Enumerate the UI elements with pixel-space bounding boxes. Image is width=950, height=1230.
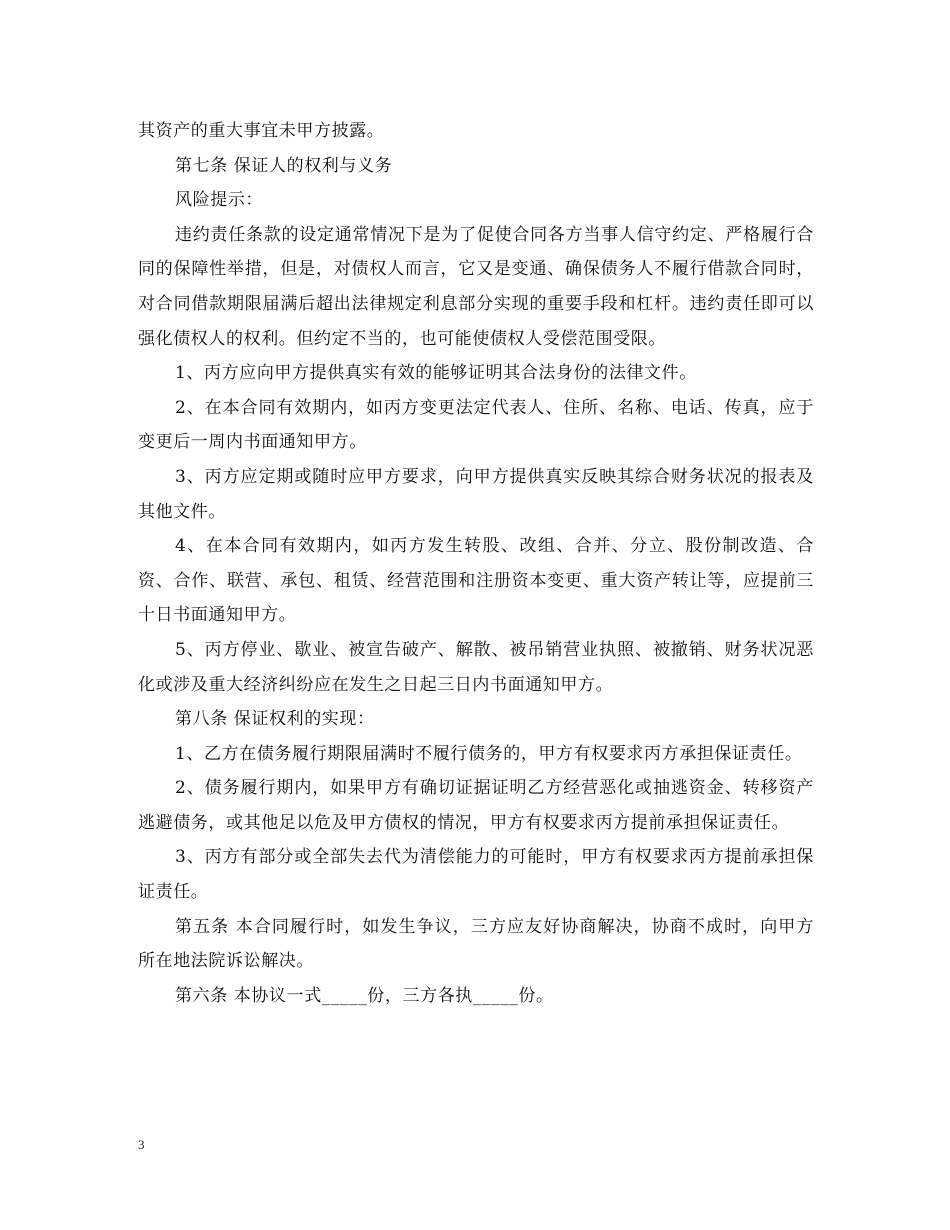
risk-notice-paragraph: 违约责任条款的设定通常情况下是为了促使合同各方当事人信守约定、严格履行合同的保障性举措，但是，对债权人而言，它又是变通、确保债务人不履行借款合同时，对合同借款期限届满后超出法律规定利息部分实现的重要手段和杠杆。违约责任即可以强化债权人的权利。但约定不当的，也可能使债权人受偿范围受限。 [138,224,814,349]
document-body [138,114,814,1013]
paragraph-continuation: 其资产的重大事宜未甲方披露。 [138,121,385,141]
article-7-clause-3: 3、丙方应定期或随时应甲方要求，向甲方提供真实反映其综合财务状况的报表及其他文件。 [138,466,814,522]
article-7-heading: 第七条 保证人的权利与义务 [175,155,393,176]
article-7-clause-5: 5、丙方停业、歇业、被宣告破产、解散、被吊销营业执照、被撤销、财务状况恶化或涉及重大经济纠纷应在发生之日起三日内书面通知甲方。 [138,639,814,695]
article-8-clause-3: 3、丙方有部分或全部失去代为清偿能力的可能时，甲方有权要求丙方提前承担保证责任。 [138,847,814,903]
page-number: 3 [138,1137,145,1152]
article-7-clause-2: 2、在本合同有效期内，如丙方变更法定代表人、住所、名称、电话、传真，应于变更后一周内书面通知甲方。 [138,397,814,453]
risk-notice-heading: 风险提示： [175,190,263,211]
article-8-clause-1: 1、乙方在债务履行期限届满时不履行债务的，甲方有权要求丙方承担保证责任。 [175,743,803,764]
article-5-paragraph: 第五条 本合同履行时，如发生争议，三方应友好协商解决，协商不成时，向甲方所在地法院诉讼解决。 [138,916,814,972]
article-7-clause-4: 4、在本合同有效期内，如丙方发生转股、改组、合并、分立、股份制改造、合资、合作、联营、承包、租赁、经营范围和注册资本变更、重大资产转让等，应提前三十日书面通知甲方。 [138,536,814,626]
article-6-paragraph: 第六条 本协议一式_____份，三方各执_____份。 [175,985,554,1006]
article-8-clause-2: 2、债务履行期内，如果甲方有确切证据证明乙方经营恶化或抽逃资金、转移资产逃避债务，或其他足以危及甲方债权的情况，甲方有权要求丙方提前承担保证责任。 [138,778,814,833]
article-7-clause-1: 1、丙方应向甲方提供真实有效的能够证明其合法身份的法律文件。 [175,363,697,384]
article-8-heading: 第八条 保证权利的实现： [175,709,375,730]
